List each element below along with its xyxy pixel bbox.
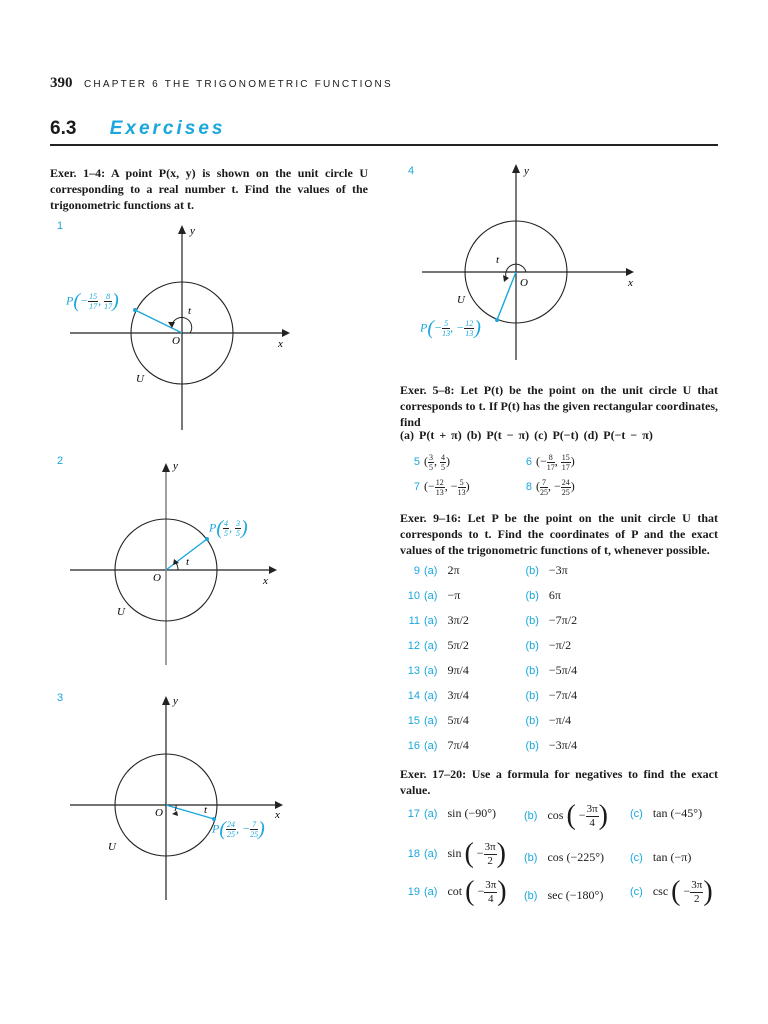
t-label: t xyxy=(496,254,500,266)
exercise-10: 10 (a) −π (b) 6π xyxy=(407,588,561,602)
exercise-number-4: 4 xyxy=(408,165,415,177)
section-title: Exercises xyxy=(109,118,226,139)
chapter-title: CHAPTER 6 THE TRIGONOMETRIC FUNCTIONS xyxy=(84,79,393,90)
section-number: 6.3 xyxy=(50,118,77,139)
exercise-17c: (c) tan (−45°) xyxy=(630,806,703,820)
origin-label: O xyxy=(172,335,180,347)
exercise-17b: (b) cos ( − $\frac{3\pi}{4}$ ) xyxy=(524,800,608,831)
unit-circle-figure-3 xyxy=(60,690,300,905)
unit-circle-figure-4 xyxy=(410,160,650,380)
exercise-instruction-17-20: Exer. 17–20: Use a formula for negatives to find the exact value. xyxy=(400,767,718,797)
x-axis-label: x xyxy=(628,277,633,289)
section-heading xyxy=(50,118,225,140)
exercise-15: 15 (a) 5π/4 (b) −π/4 xyxy=(407,713,572,727)
origin-label: O xyxy=(155,807,163,819)
t-label: t xyxy=(204,804,208,816)
exercise-18b: (b) cos (−225°) xyxy=(524,850,605,864)
exercise-14: 14 (a) 3π/4 (b) −7π/4 xyxy=(407,688,578,702)
exercise-instruction-1-4: Exer. 1–4: A point P(x, y) is shown on the unit circle U corresponding to a real number t. Find the values of the trigonometric functions at t. xyxy=(50,166,368,212)
unit-circle-figure-2 xyxy=(60,455,300,670)
x-axis-label: x xyxy=(278,338,283,350)
exercise-17: 17 (a) sin (−90°) xyxy=(407,806,497,820)
x-axis-label: x xyxy=(275,809,280,821)
circle-label: U xyxy=(108,841,116,853)
exercise-number-2: 2 xyxy=(57,455,64,467)
point-label-2: P( $\frac{4}{5}$ , $\frac{3}{5}$ ) xyxy=(209,517,248,539)
point-label-3: P( $\frac{24}{25}$ , − $\frac{7}{25}$ ) xyxy=(212,818,265,840)
circle-label: U xyxy=(117,606,125,618)
exercise-18c: (c) tan (−π) xyxy=(630,850,692,864)
exercise-9: 9 (a) 2π (b) −3π xyxy=(413,563,568,577)
section-rule xyxy=(50,144,718,146)
exercise-instruction-5-8: Exer. 5–8: Let P(t) be the point on the unit circle U that corresponds to t. If P(t) has the given rectangular coordinates, find xyxy=(400,383,718,429)
exercise-5: 5 ( $\frac{3}{5}$ , $\frac{4}{5}$ ) xyxy=(413,453,450,472)
circle-label: U xyxy=(457,294,465,306)
exercise-18: 18 (a) sin ( − $\frac{3\pi}{2}$ ) xyxy=(407,838,506,869)
x-axis-label: x xyxy=(263,575,268,587)
exercise-16: 16 (a) 7π/4 (b) −3π/4 xyxy=(407,738,578,752)
exercise-19c: (c) csc ( − $\frac{3\pi}{2}$ ) xyxy=(630,876,713,907)
page-number: 390 xyxy=(50,75,73,91)
t-label: t xyxy=(186,556,190,568)
exercise-7: 7 (− $\frac{12}{13}$ , − $\frac{5}{13}$ ) xyxy=(413,478,470,497)
circle-label: U xyxy=(136,373,144,385)
y-axis-label: y xyxy=(524,165,529,177)
exercise-number-3: 3 xyxy=(57,692,64,704)
exercise-13: 13 (a) 9π/4 (b) −5π/4 xyxy=(407,663,578,677)
exercise-12: 12 (a) 5π/2 (b) −π/2 xyxy=(407,638,572,652)
exercise-options-5-8: (a) P(t + π) (b) P(t − π) (c) P(−t) (d) P(−t − π) xyxy=(400,428,653,442)
origin-label: O xyxy=(520,277,528,289)
exercise-number-1: 1 xyxy=(57,220,64,232)
origin-label: O xyxy=(153,572,161,584)
y-axis-label: y xyxy=(173,460,178,472)
exercise-6: 6 (− $\frac{8}{17}$ , $\frac{15}{17}$ ) xyxy=(525,453,575,472)
y-axis-label: y xyxy=(190,225,195,237)
y-axis-label: y xyxy=(173,695,178,707)
exercise-11: 11 (a) 3π/2 (b) −7π/2 xyxy=(408,613,578,627)
exercise-19: 19 (a) cot ( − $\frac{3\pi}{4}$ ) xyxy=(407,876,507,907)
unit-circle-figure-1 xyxy=(60,220,300,435)
t-label: t xyxy=(188,305,192,317)
running-head xyxy=(50,75,393,92)
exercise-8: 8 ( $\frac{7}{25}$ , − $\frac{24}{25}$ ) xyxy=(525,478,575,497)
point-label-1: P(− $\frac{15}{17}$ , $\frac{8}{17}$ ) xyxy=(66,290,119,312)
point-label-4: P(− $\frac{5}{13}$ , − $\frac{12}{13}$ ) xyxy=(420,317,481,339)
exercise-19b: (b) sec (−180°) xyxy=(524,888,604,902)
exercise-instruction-9-16: Exer. 9–16: Let P be the point on the unit circle U that corresponds to t. Find the coordinates of P and the exact values of the trigonometric functions of t, whenever possible. xyxy=(400,511,718,557)
